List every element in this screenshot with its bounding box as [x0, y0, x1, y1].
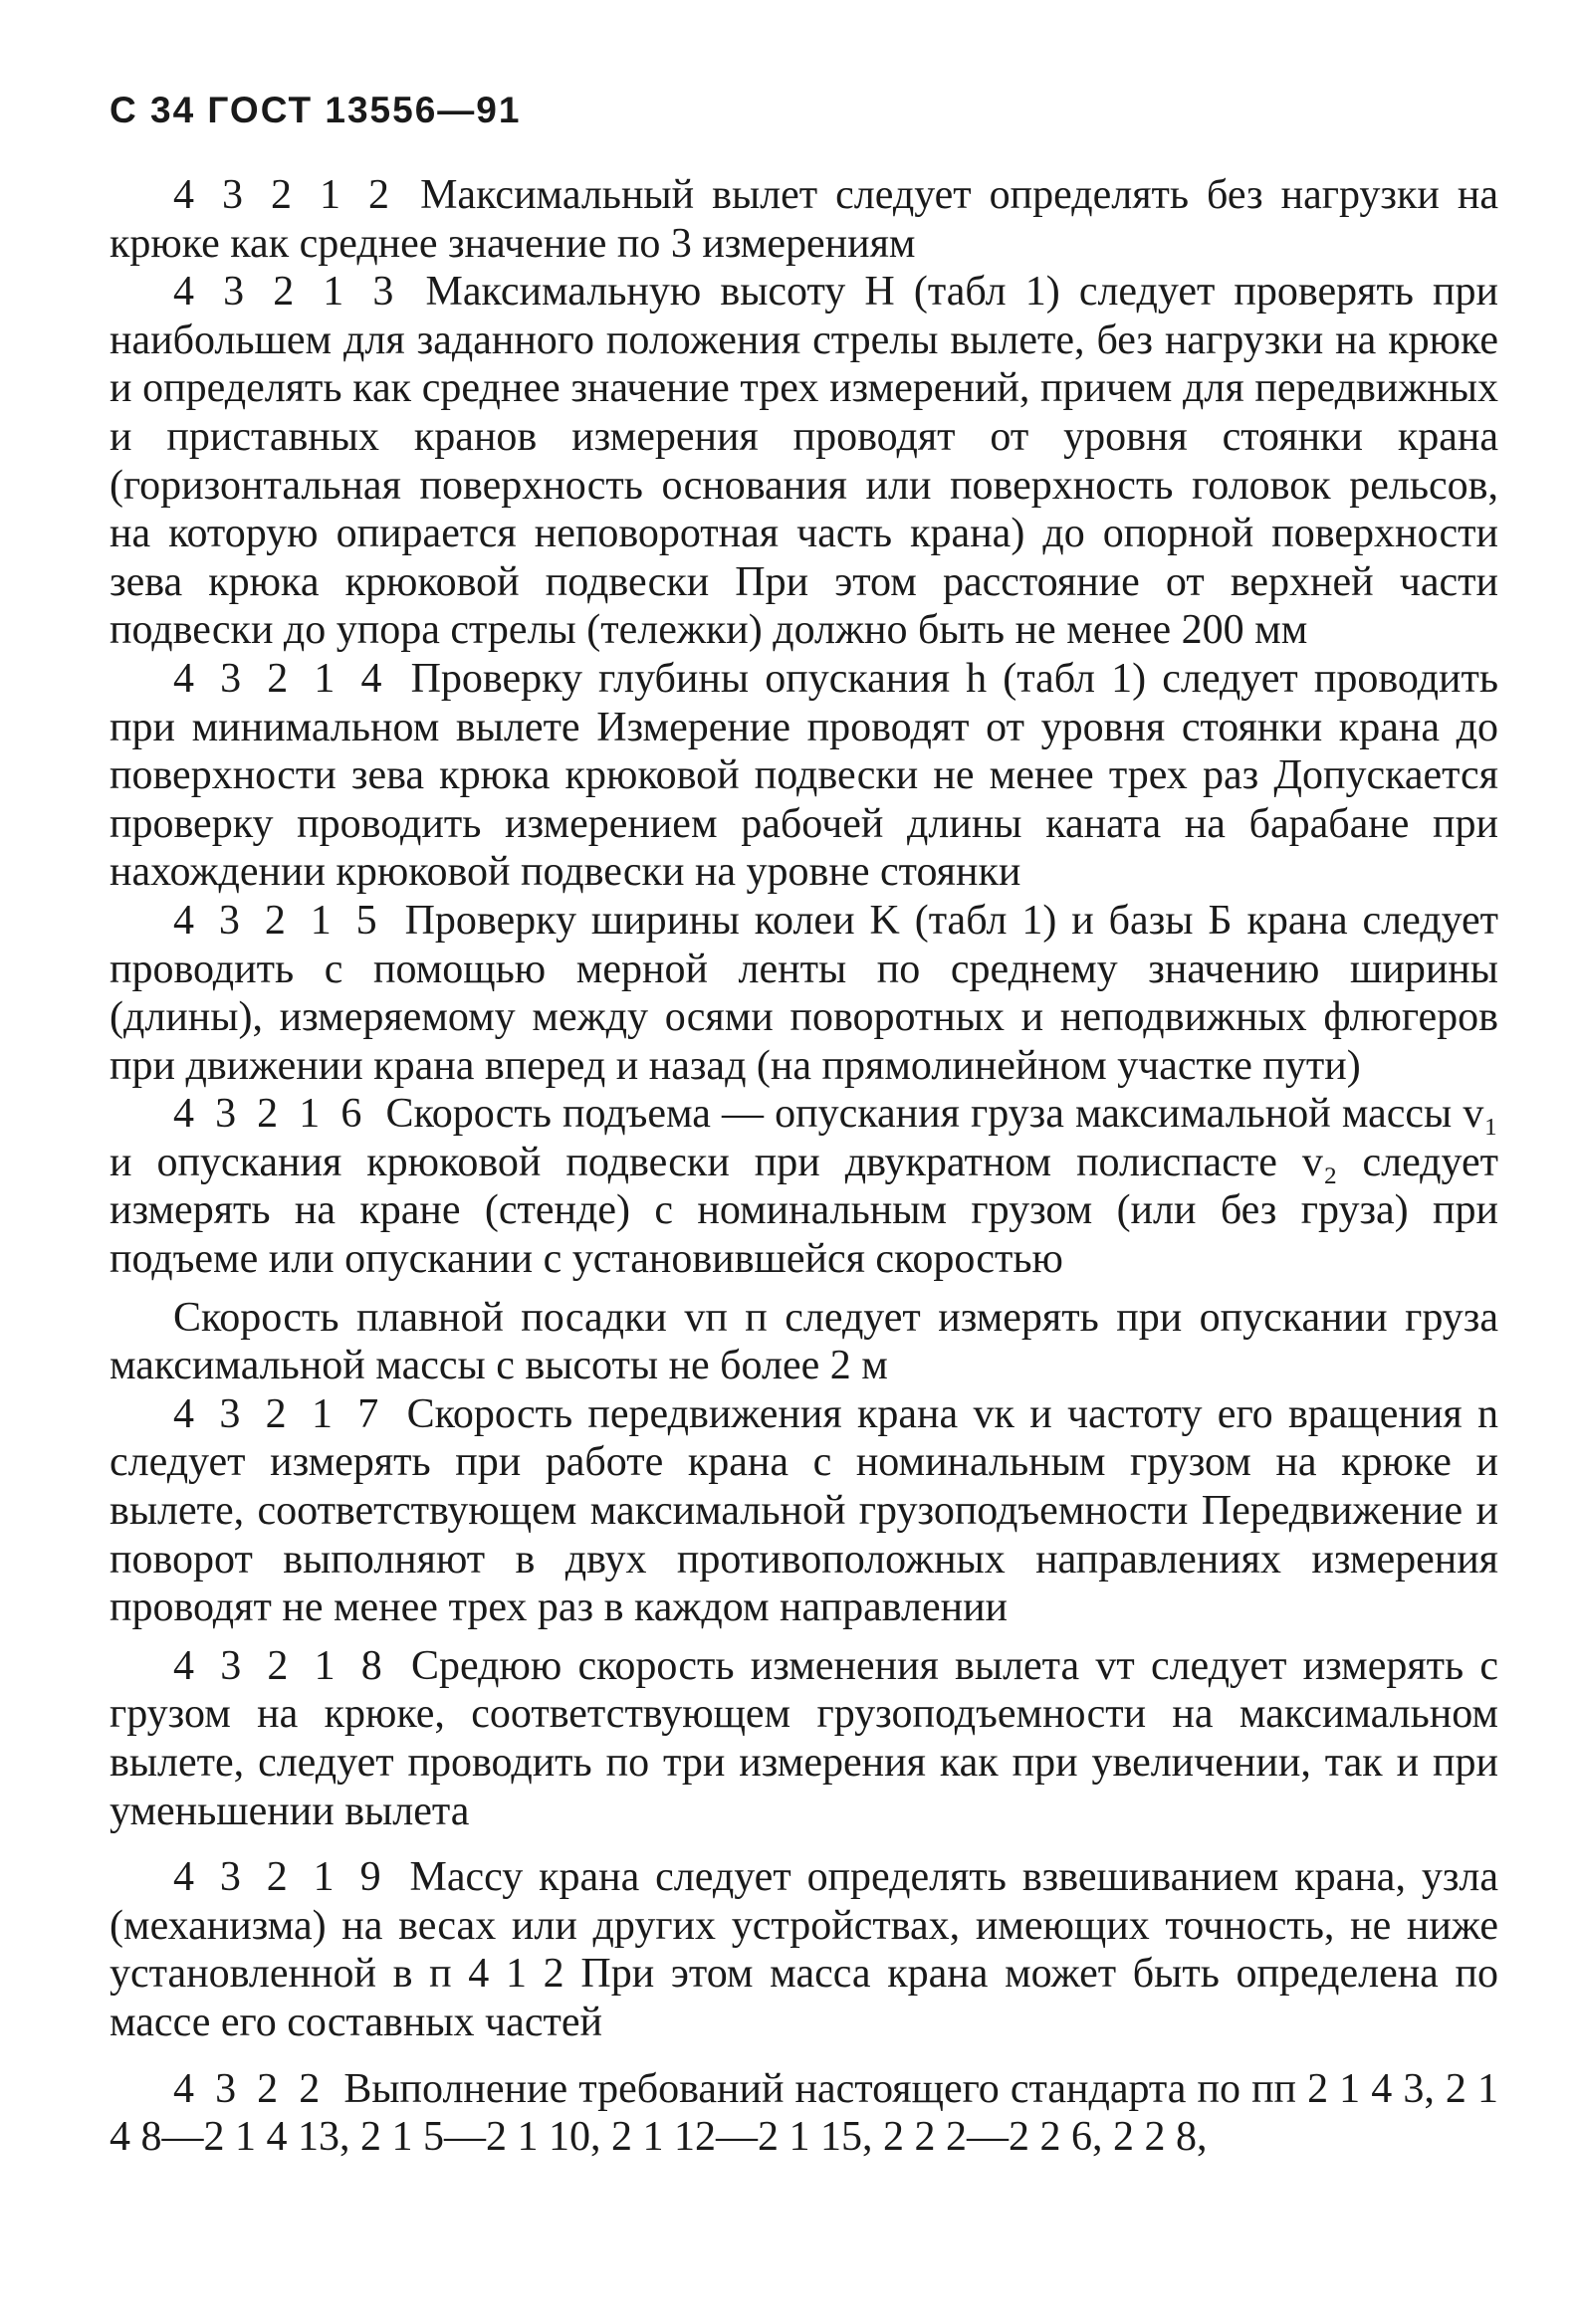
paragraph-text: Скорость плавной посадки vп п следует измерять при опускании груза максимальной массы с высоты не более 2 м	[110, 1294, 1498, 1389]
clause-number: 4 3 2 1 3	[173, 269, 399, 316]
page-header: С 34 ГОСТ 13556—91	[110, 90, 522, 130]
paragraph-4-3-2-15	[110, 897, 1498, 1090]
paragraph-text: Массу крана следует определять взвешиванием крана, узла (механизма) на весах или других устройствах, имеющих точность, не ниже установленной в п 4 1 2 При этом масса крана может быть определена по массе его составных частей	[110, 1854, 1499, 2045]
paragraph-4-3-2-12	[110, 171, 1498, 268]
clause-number: 4 3 2 1 9	[173, 1854, 386, 1901]
clause-number: 4 3 2 1 5	[173, 897, 382, 944]
paragraph-text: Проверку ширины колеи K (табл 1) и базы Б крана следует проводить с помощью мерной ленты по среднему значению ширины (длины), измеряемому между осями поворотных и неподвижных флюгеров при движении крана вперед и назад (на прямолинейном участке пути)	[110, 897, 1499, 1089]
clause-number: 4 3 2 1 2	[173, 172, 395, 218]
document-body	[110, 171, 1498, 2162]
paragraph-4-3-2-19	[110, 1853, 1498, 2046]
clause-number: 4 3 2 1 4	[173, 655, 387, 702]
paragraph-text: Скорость передвижения крана vк и частоту его вращения n следует измерять при работе крана с номинальным грузом на крюке и вылете, соответствующем максимальной грузоподъемности Передвижение и поворот выполняют в двух противоположных направлениях измерения проводят не менее трех раз в каждом направлении	[110, 1390, 1499, 1631]
paragraph-4-3-2-18	[110, 1642, 1498, 1835]
clause-number: 4 3 2 1 6	[173, 1091, 367, 1138]
clause-number: 4 3 2 2	[173, 2065, 326, 2112]
paragraph-4-3-2-13	[110, 268, 1498, 655]
paragraph-4-3-2-14	[110, 655, 1498, 897]
paragraph-smooth-landing	[110, 1294, 1498, 1390]
paragraph-4-3-2-16	[110, 1090, 1498, 1283]
paragraph-text: Проверку глубины опускания h (табл 1) следует проводить при минимальном вылете Измерение проводят от уровня стоянки крана до поверхности зева крюка крюковой подвески не менее трех раз Допускается проверку проводить измерением рабочей длины каната на барабане при нахождении крюковой подвески на уровне стоянки	[110, 655, 1499, 896]
paragraph-text: Выполнение требований настоящего стандарта по пп 2 1 4 3, 2 1 4 8—2 1 4 13, 2 1 5—2 1 10, 2 1 12—2 1 15, 2 2 2—2 2 6, 2 2 8,	[110, 2065, 1498, 2161]
paragraph-4-3-2-2	[110, 2065, 1498, 2162]
paragraph-text: Максимальный вылет следует определять без нагрузки на крюке как среднее значение по 3 измерениям	[110, 172, 1499, 267]
paragraph-text: Максимальную высоту H (табл 1) следует проверять при наибольшем для заданного положения стрелы вылете, без нагрузки на крюке и определять как среднее значение трех измерений, причем для передвижных и приставных кранов измерения проводят от уровня стоянки крана (горизонтальная поверхность основания или поверхность головок рельсов, на которую опирается неповоротная часть крана) до опорной поверхности зева крюка крюковой подвески При этом расстояние от верхней части подвески до упора стрелы (тележки) должно быть не менее 200 мм	[110, 269, 1499, 654]
paragraph-text: Скорость подъема — опускания груза максимальной массы v₁ и опускания крюковой подвески при двукратном полиспасте v₂ следует измерять на кране (стенде) с номинальным грузом (или без груза) при подъеме или опускании с установившейся скоростью	[110, 1091, 1499, 1283]
clause-number: 4 3 2 1 7	[173, 1390, 384, 1437]
paragraph-text: Средюю скорость изменения вылета vт следует измерять с грузом на крюке, соответствующем грузоподъемности на максимальном вылете, следует проводить по три измерения как при увеличении, так и при уменьшении вылета	[110, 1642, 1499, 1834]
clause-number: 4 3 2 1 8	[173, 1642, 387, 1689]
paragraph-4-3-2-17	[110, 1390, 1498, 1632]
